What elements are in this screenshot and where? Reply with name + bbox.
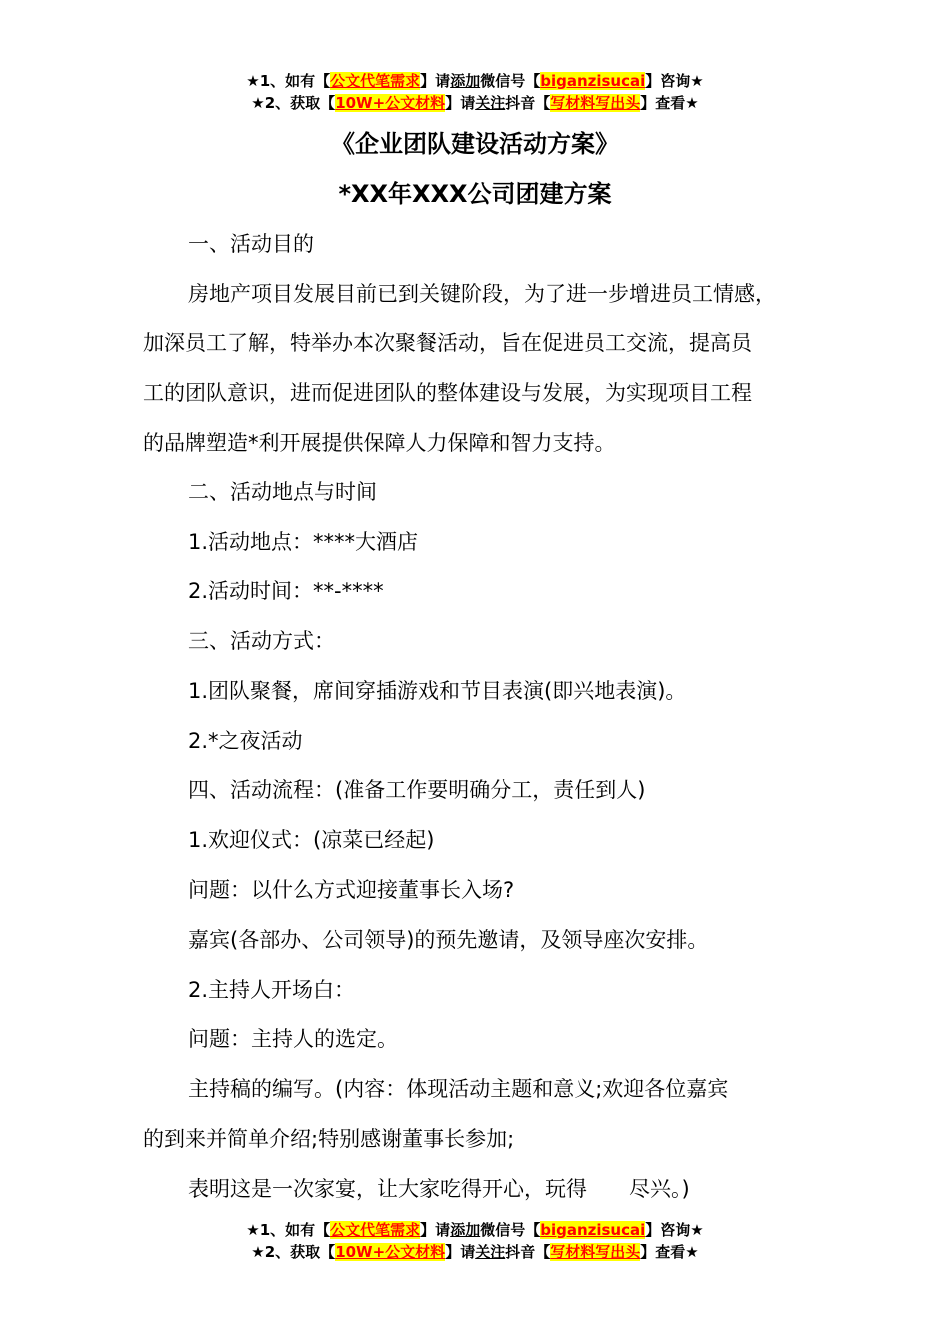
- banner-highlight: 公文代笔需求: [330, 72, 421, 90]
- top-banner-line-1: [0, 70, 950, 92]
- paragraph-line: 的品牌塑造*利开展提供保障人力保障和智力支持。: [143, 431, 616, 455]
- banner-text: 微信号【: [480, 72, 541, 90]
- section-heading-purpose: 一、活动目的: [188, 232, 314, 256]
- banner-text: 微信号【: [480, 1221, 541, 1239]
- banner-highlight: 10W+公文材料: [335, 1243, 446, 1261]
- banner-text: ★2、获取【: [251, 94, 336, 112]
- banner-text: ★1、如有【: [246, 72, 331, 90]
- paragraph-line: 工的团队意识，进而促进团队的整体建设与发展，为实现项目工程: [143, 381, 752, 405]
- banner-text: 】咨询★: [645, 72, 704, 90]
- section-heading-method: 三、活动方式：: [188, 629, 335, 653]
- paragraph-line: 加深员工了解，特举办本次聚餐活动，旨在促进员工交流，提高员: [143, 331, 752, 355]
- paragraph-line: 1.欢迎仪式：(凉菜已经起): [188, 828, 435, 852]
- bottom-banner: [0, 1219, 950, 1263]
- banner-underline: 关注: [475, 94, 506, 112]
- document-subtitle: *XX年XXX公司团建方案: [338, 180, 612, 208]
- banner-text: 】咨询★: [645, 1221, 704, 1239]
- paragraph-line: 1.活动地点：****大酒店: [188, 530, 419, 554]
- banner-text: 】查看★: [640, 1243, 699, 1261]
- banner-text: ★1、如有【: [246, 1221, 331, 1239]
- paragraph-line: 房地产项目发展目前已到关键阶段，为了进一步增进员工情感，: [188, 282, 776, 306]
- banner-text: 】请: [420, 72, 451, 90]
- bottom-banner-line-2: [0, 1241, 950, 1263]
- banner-douyin-id: 写材料写出头: [550, 94, 641, 112]
- banner-text: 抖音【: [505, 1243, 551, 1261]
- banner-underline: 关注: [475, 1243, 506, 1261]
- paragraph-line: 1.团队聚餐，席间穿插游戏和节目表演(即兴地表演)。: [188, 679, 687, 703]
- banner-douyin-id: 写材料写出头: [550, 1243, 641, 1261]
- banner-text: 抖音【: [505, 94, 551, 112]
- document-title: 《企业团队建设活动方案》: [331, 130, 619, 158]
- paragraph-line: 问题：以什么方式迎接董事长入场?: [188, 878, 515, 902]
- banner-underline: 添加: [450, 1221, 481, 1239]
- bottom-banner-line-1: [0, 1219, 950, 1241]
- banner-wechat-id: biganzisucai: [540, 1221, 646, 1239]
- banner-text: 】请: [445, 94, 476, 112]
- paragraph-line: 问题：主持人的选定。: [188, 1027, 398, 1051]
- paragraph-line: 主持稿的编写。(内容：体现活动主题和意义;欢迎各位嘉宾: [188, 1077, 729, 1101]
- paragraph-line: 2.*之夜活动: [188, 729, 303, 753]
- paragraph-line: 的到来并简单介绍;特别感谢董事长参加;: [143, 1127, 515, 1151]
- section-heading-process: 四、活动流程：(准备工作要明确分工，责任到人): [188, 778, 646, 802]
- top-banner-line-2: [0, 92, 950, 114]
- banner-highlight: 公文代笔需求: [330, 1221, 421, 1239]
- banner-wechat-id: biganzisucai: [540, 72, 646, 90]
- section-heading-place-time: 二、活动地点与时间: [188, 480, 377, 504]
- banner-text: ★2、获取【: [251, 1243, 336, 1261]
- banner-highlight: 10W+公文材料: [335, 94, 446, 112]
- top-banner: [0, 70, 950, 114]
- paragraph-line: 2.主持人开场白：: [188, 978, 356, 1002]
- banner-text: 】查看★: [640, 94, 699, 112]
- banner-underline: 添加: [450, 72, 481, 90]
- paragraph-line: 2.活动时间：**-****: [188, 579, 384, 603]
- paragraph-line: 嘉宾(各部办、公司领导)的预先邀请，及领导座次安排。: [188, 928, 709, 952]
- banner-text: 】请: [445, 1243, 476, 1261]
- banner-text: 】请: [420, 1221, 451, 1239]
- paragraph-line: 表明这是一次家宴，让大家吃得开心，玩得 尽兴。): [188, 1177, 690, 1201]
